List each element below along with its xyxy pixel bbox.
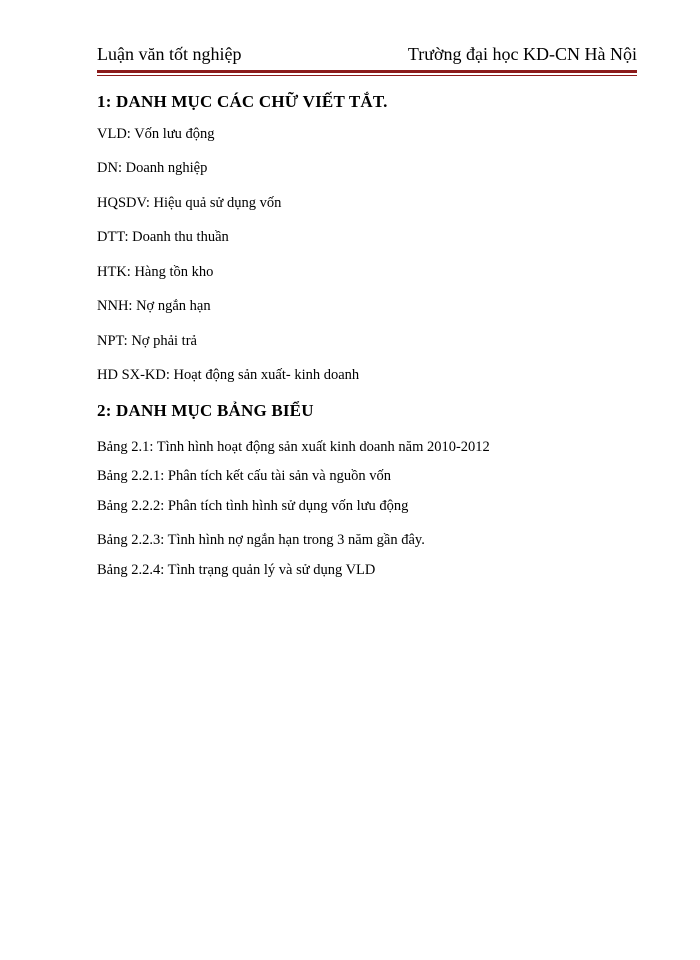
table-list-item: Bảng 2.2.4: Tình trạng quản lý và sử dụng VLD (97, 562, 376, 578)
abbreviation-item: HQSDV: Hiệu quả sử dụng vốn (97, 195, 282, 211)
section-heading-tables: 2: DANH MỤC BẢNG BIỂU (97, 401, 314, 420)
table-list-item: Bảng 2.2.2: Phân tích tình hình sử dụng vốn lưu động (97, 498, 409, 514)
page-header (97, 44, 637, 68)
abbreviation-item: NNH: Nợ ngắn hạn (97, 298, 211, 314)
header-university-name: Trường đại học KD-CN Hà Nội (407, 44, 637, 64)
header-rule-thin (97, 75, 637, 76)
abbreviation-item: HD SX-KD: Hoạt động sản xuất- kinh doanh (97, 367, 360, 383)
abbreviation-item: VLD: Vốn lưu động (97, 126, 215, 142)
table-list-item: Bảng 2.2.3: Tình hình nợ ngắn hạn trong 3 năm gần đây. (97, 532, 425, 548)
table-list-item: Bảng 2.1: Tình hình hoạt động sản xuất kinh doanh năm 2010-2012 (97, 439, 490, 455)
abbreviation-item: DN: Doanh nghiệp (97, 160, 208, 176)
abbreviation-item: DTT: Doanh thu thuần (97, 229, 229, 245)
abbreviation-item: NPT: Nợ phải trả (97, 333, 197, 349)
header-rule-thick (97, 70, 637, 73)
table-list-item: Bảng 2.2.1: Phân tích kết cấu tài sản và nguồn vốn (97, 468, 391, 484)
section-heading-abbreviations: 1: DANH MỤC CÁC CHỮ VIẾT TẮT. (97, 92, 388, 111)
header-thesis-title: Luận văn tốt nghiệp (97, 44, 242, 64)
abbreviation-item: HTK: Hàng tồn kho (97, 264, 214, 280)
